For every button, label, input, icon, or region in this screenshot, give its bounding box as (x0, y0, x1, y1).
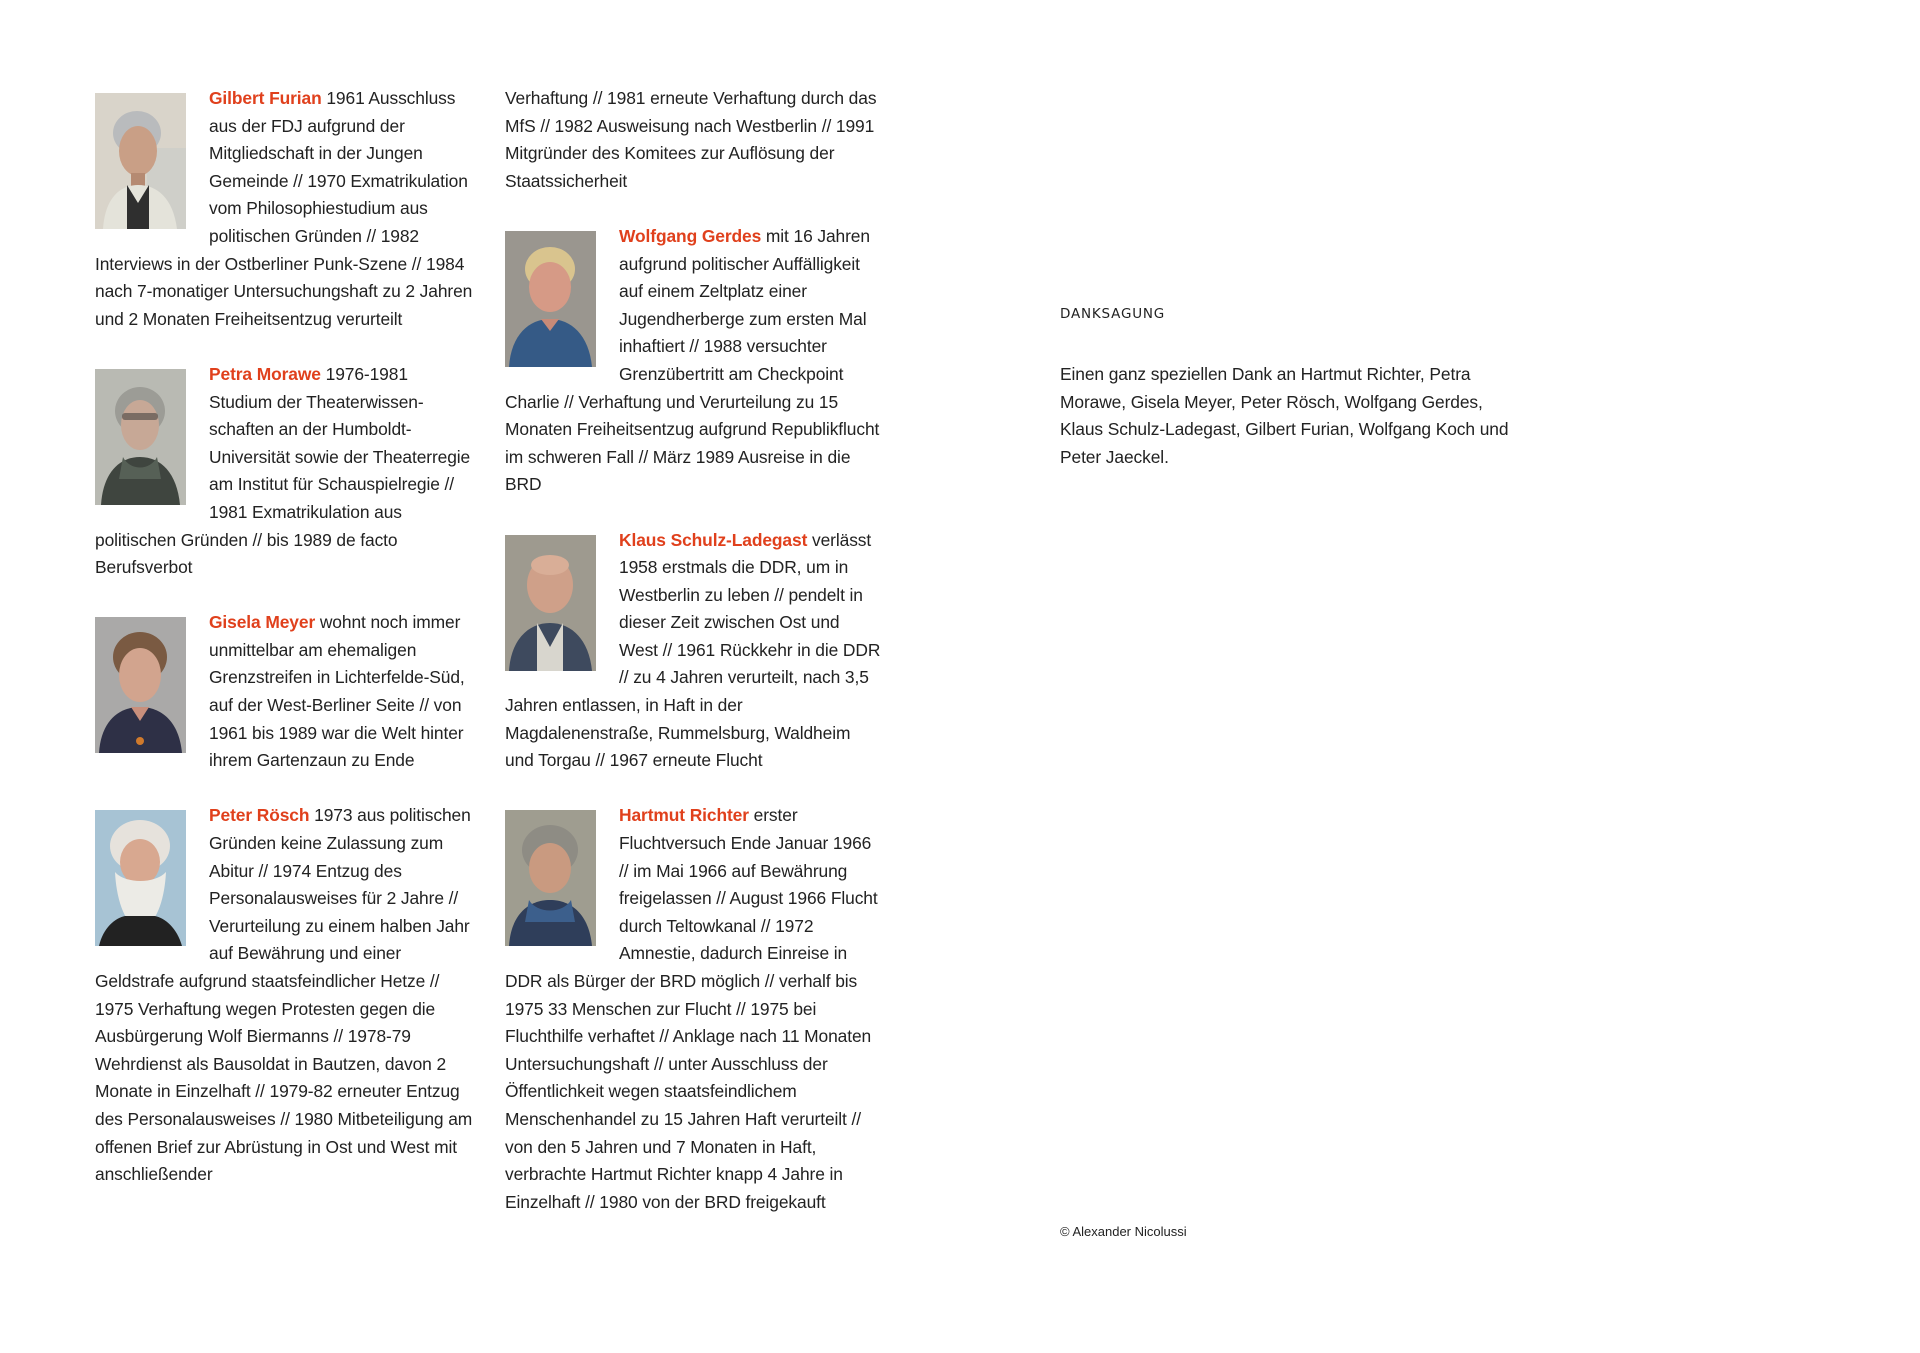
copyright-notice: © Alexander Nicolussi (1060, 1224, 1187, 1239)
bio-entry-richter (505, 802, 883, 1216)
person-name-meyer: Gisela Meyer (209, 612, 316, 633)
bio-text-roesch-continued: Verhaftung // 1981 erneute Verhaftung durch das MfS // 1982 Ausweisung nach Westberlin // 1991 Mitgründer des Komitees zur Auflösung der Staatssicherheit (505, 88, 877, 191)
person-name-roesch: Peter Rösch (209, 805, 310, 826)
bio-text-meyer: wohnt noch immer unmittelbar am ehemaligen Grenzstreifen in Lichterfelde-Süd, auf der West-Berliner Seite // von 1961 bis 1989 war die Welt hinter ihrem Gartenzaun zu Ende (209, 612, 465, 771)
portrait-photo-morawe (95, 369, 186, 505)
bio-entry-morawe (95, 361, 473, 582)
bio-text-furian: 1961 Ausschluss aus der FDJ aufgrund der Mitgliedschaft in der Jungen Gemeinde // 1970 Exmatrikulation vom Philosophiestudium aus politischen Gründen // 1982 Interviews in der Ostberliner Punk-Szene // 1984 nach 7-monatiger Untersuchungshaft zu 2 Jahren und 2 Monaten Freiheitsentzug verurteilt (95, 88, 473, 329)
bio-text-richter: erster Fluchtversuch Ende Januar 1966 // im Mai 1966 auf Bewährung freigelassen // August 1966 Flucht durch Teltowkanal // 1972 Amnestie, dadurch Einreise in DDR als Bürger der BRD möglich // verhalf bis 1975 33 Menschen zur Flucht // 1975 bei Fluchthilfe verhaftet // Anklage nach 11 Monaten Untersuchungshaft // unter Ausschluss der Öffentlichkeit wegen staatsfeindlichem Menschenhandel zu 15 Jahren Haft verurteilt // von den 5 Jahren und 7 Monaten in Haft, verbrachte Hartmut Richter knapp 4 Jahre in Einzelhaft // 1980 von der BRD freigekauft (505, 805, 878, 1212)
bio-entry-gerdes (505, 223, 883, 499)
middle-column (505, 85, 883, 1244)
portrait-photo-schulz-ladegast (505, 535, 596, 671)
bio-text-gerdes: mit 16 Jahren aufgrund politischer Auffälligkeit auf einem Zeltplatz einer Jugendherberge zum ersten Mal inhaftiert // 1988 versuchter Grenzübertritt am Checkpoint Charlie // Verhaftung und Verurteilung zu 15 Monaten Freiheitsentzug aufgrund Republikflucht im schweren Fall // März 1989 Ausreise in die BRD (505, 225, 880, 495)
portrait-photo-meyer (95, 617, 186, 753)
person-name-morawe: Petra Morawe (209, 363, 321, 384)
bio-text-schulz-ladegast: verlässt 1958 erstmals die DDR, um in Westberlin zu leben // pendelt in dieser Zeit zwischen Ost und West // 1961 Rückkehr in die DDR // zu 4 Jahren verurteilt, nach 3,5 Jahren entlassen, in Haft in der Magdalenenstraße, Rummelsburg, Waldheim und Torgau // 1967 erneute Flucht (505, 529, 881, 771)
left-column (95, 85, 473, 1216)
person-name-schulz-ladegast: Klaus Schulz-Ladegast (619, 529, 808, 550)
portrait-photo-gerdes (505, 231, 596, 367)
portrait-photo-richter (505, 810, 596, 946)
portrait-photo-roesch (95, 810, 186, 946)
person-name-gerdes: Wolfgang Gerdes (619, 225, 762, 246)
acknowledgement-heading: DANKSAGUNG (1060, 306, 1166, 322)
bio-entry-schulz-ladegast (505, 527, 883, 775)
bio-text-roesch: 1973 aus politischen Gründen keine Zulassung zum Abitur // 1974 Entzug des Personalausweises für 2 Jahre // Verurteilung zu einem halben Jahr auf Bewährung und einer Geldstrafe aufgrund staatsfeindlicher Hetze // 1975 Verhaftung wegen Protesten gegen die Ausbürgerung Wolf Biermanns // 1978-79 Wehrdienst als Bausoldat in Bautzen, davon 2 Monate in Einzelhaft // 1979-82 erneuter Entzug des Personalausweises // 1980 Mitbeteiligung am offenen Brief zur Abrüstung in Ost und West mit anschließender (95, 805, 473, 1185)
bio-entry-furian (95, 85, 473, 333)
person-name-furian: Gilbert Furian (209, 88, 322, 108)
person-name-richter: Hartmut Richter (619, 805, 749, 826)
bio-entry-meyer (95, 609, 473, 775)
portrait-photo-furian (95, 93, 186, 229)
acknowledgement-text: Einen ganz speziellen Dank an Hartmut Richter, Petra Morawe, Gisela Meyer, Peter Rösch, Wolfgang Gerdes, Klaus Schulz-Ladegast, Gilbert Furian, Wolfgang Koch und Peter Jaeckel. (1060, 364, 1509, 467)
bio-text-morawe: 1976-1981 Studium der Theaterwissenschaften an der Humboldt-Universität sowie der Theaterregie am Institut für Schauspielregie // 1981 Exmatrikulation aus politischen Gründen // bis 1989 de facto Berufsverbot (95, 363, 471, 578)
bio-entry-roesch (95, 802, 473, 1188)
acknowledgement-section (1060, 306, 1520, 471)
